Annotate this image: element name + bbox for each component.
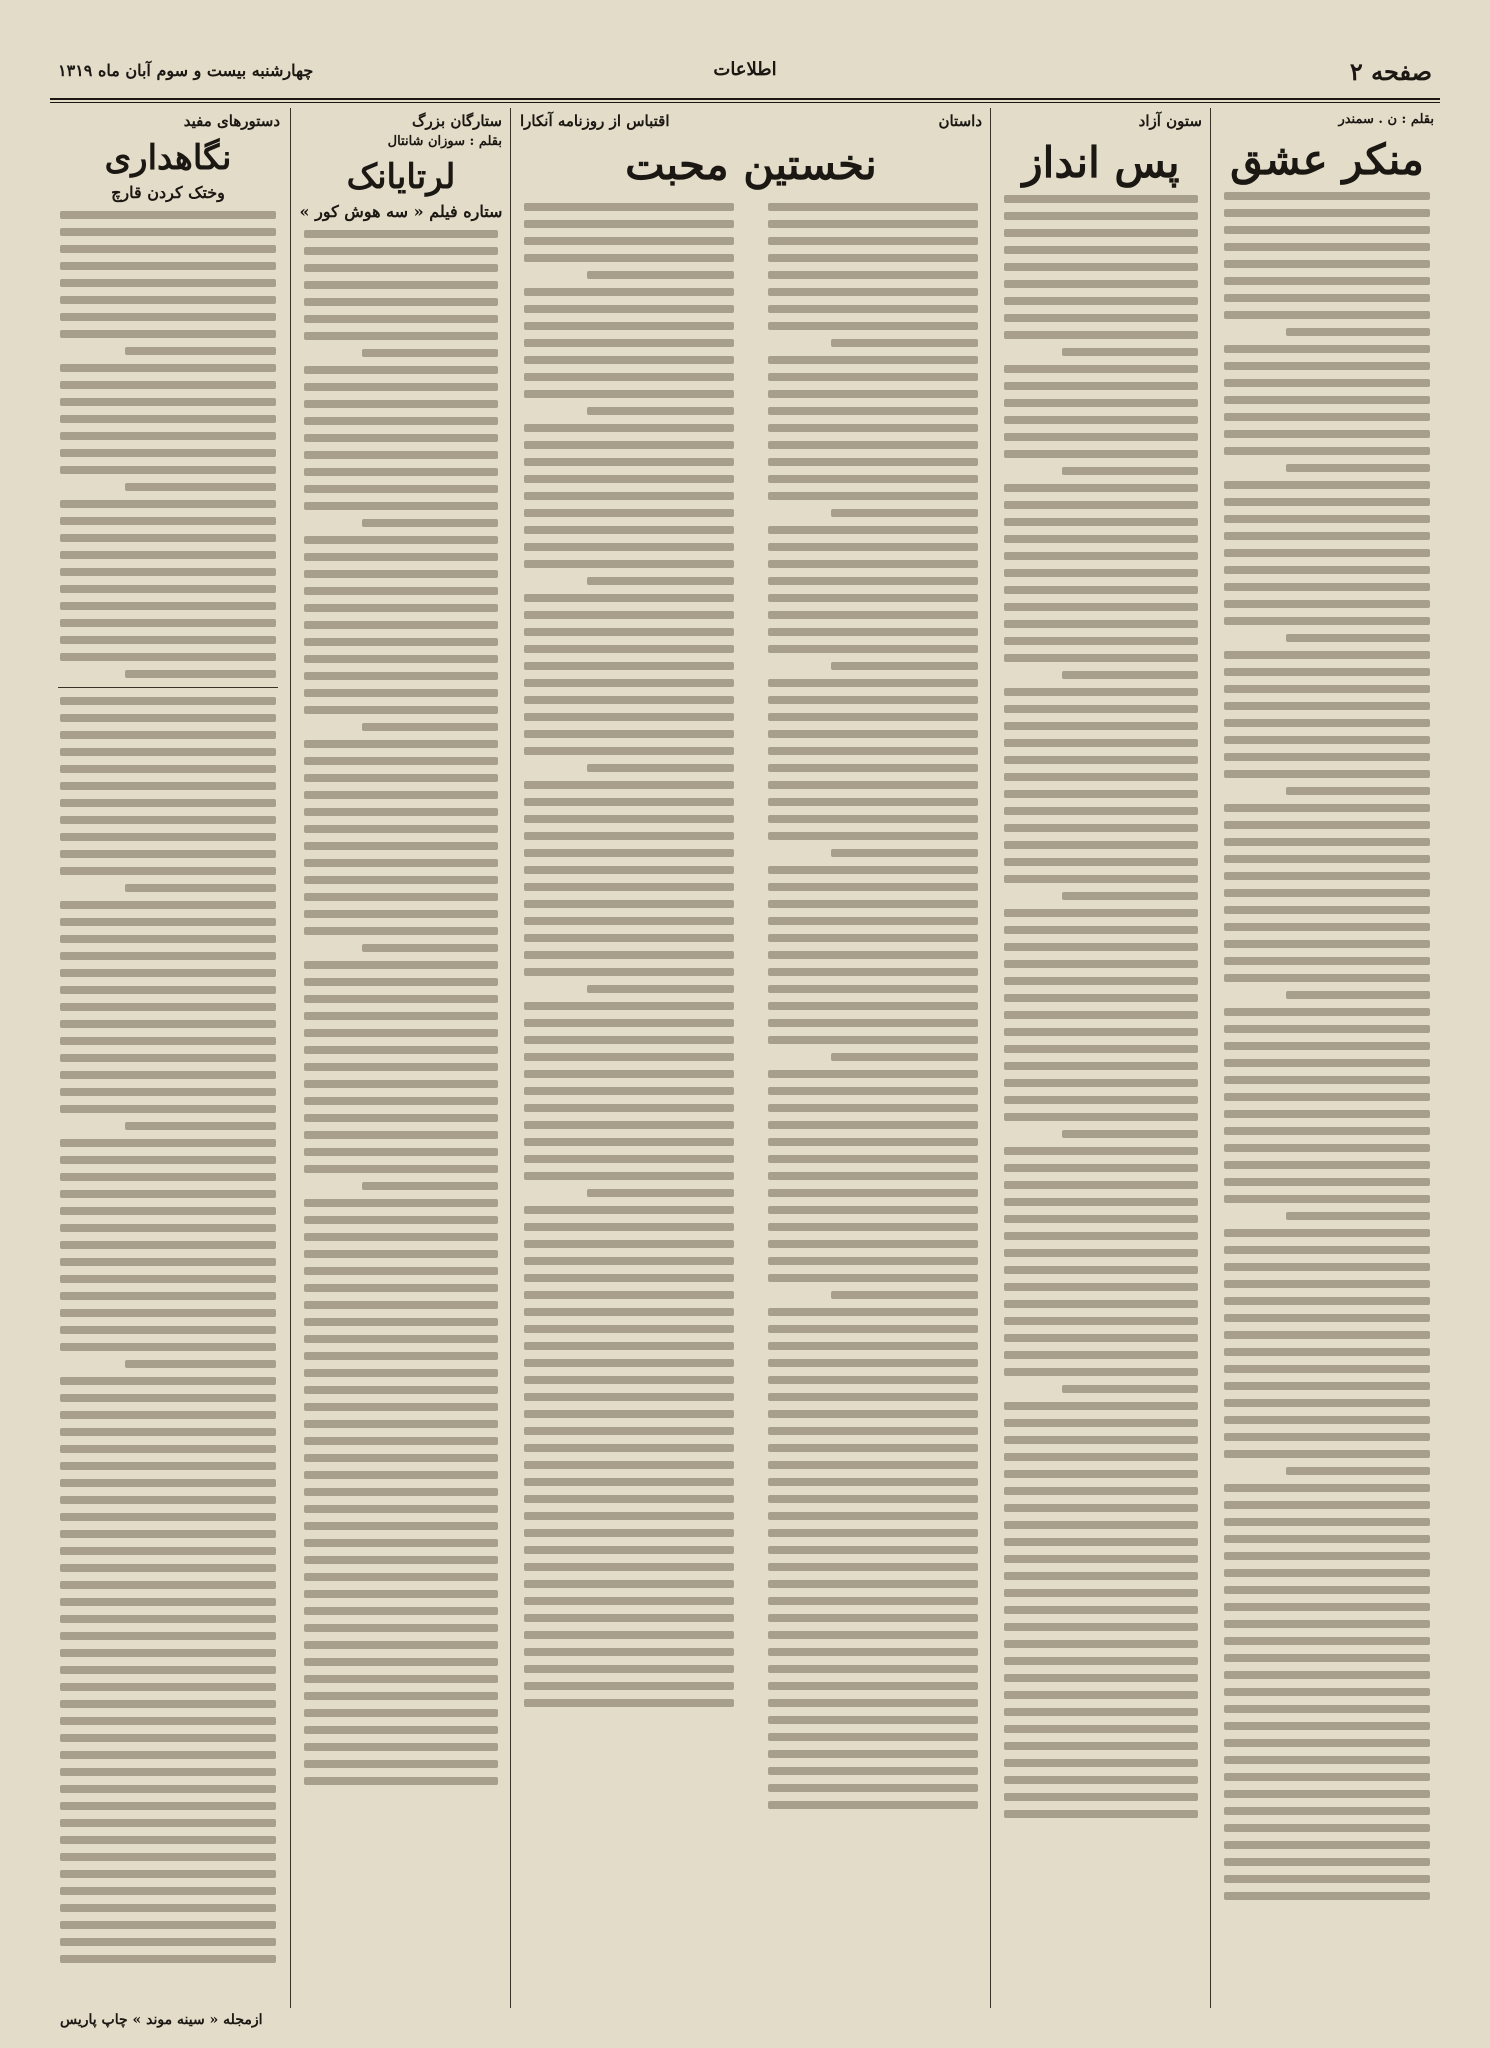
body-text-placeholder	[994, 195, 1208, 1818]
column-howto	[50, 108, 286, 2008]
body-text-placeholder	[758, 194, 988, 1818]
section-rubric: ستون آزاد	[1138, 112, 1202, 130]
body-text-placeholder	[50, 211, 286, 678]
masthead-rule-thin	[50, 102, 1440, 103]
story-rubrics	[514, 108, 988, 132]
story-subcolumns	[514, 194, 988, 1818]
body-text-placeholder	[294, 230, 508, 1785]
section-rubric: ستارگان بزرگ	[412, 112, 502, 130]
byline: بقلم : ن . سمندر	[1338, 112, 1434, 127]
section-rubric: دستورهای مفید	[183, 112, 280, 130]
issue-date: چهارشنبه بیست و سوم آبان ماه ۱۳۱۹	[58, 61, 314, 80]
masthead-rule	[50, 98, 1440, 100]
body-text-placeholder	[514, 194, 744, 1818]
headline: نخستین محبت	[625, 140, 877, 189]
subheadline: وختک کردن قارچ	[111, 183, 225, 203]
headline: نگاهداری	[104, 138, 232, 178]
masthead	[50, 55, 1440, 97]
body-text-placeholder	[50, 697, 286, 1963]
headline: لرتایانک	[346, 157, 456, 197]
source-rubric: اقتباس از روزنامه آنکارا	[520, 112, 670, 130]
headline: پس انداز	[1022, 138, 1180, 187]
column-profile	[294, 108, 508, 2008]
column-divider	[990, 108, 991, 2008]
column-story	[514, 108, 988, 2008]
column-opinion	[994, 108, 1208, 2008]
source-note: ازمجله « سینه موند » چاپ پاریس	[60, 2012, 263, 2028]
headline: منکر عشق	[1230, 135, 1424, 184]
section-rubric: داستان	[938, 112, 982, 130]
column-essay	[1214, 108, 1440, 2008]
column-divider	[510, 108, 511, 2008]
subheadline: ستاره فیلم « سه هوش کور »	[299, 202, 503, 222]
column-divider	[290, 108, 291, 2008]
page-number: صفحه ۲	[1349, 57, 1432, 86]
byline: بقلم : سوزان شانتال	[387, 134, 502, 149]
paper-name: اطلاعات	[713, 59, 777, 80]
body-text-placeholder	[1214, 192, 1440, 1900]
section-divider	[58, 687, 278, 688]
column-divider	[1210, 108, 1211, 2008]
